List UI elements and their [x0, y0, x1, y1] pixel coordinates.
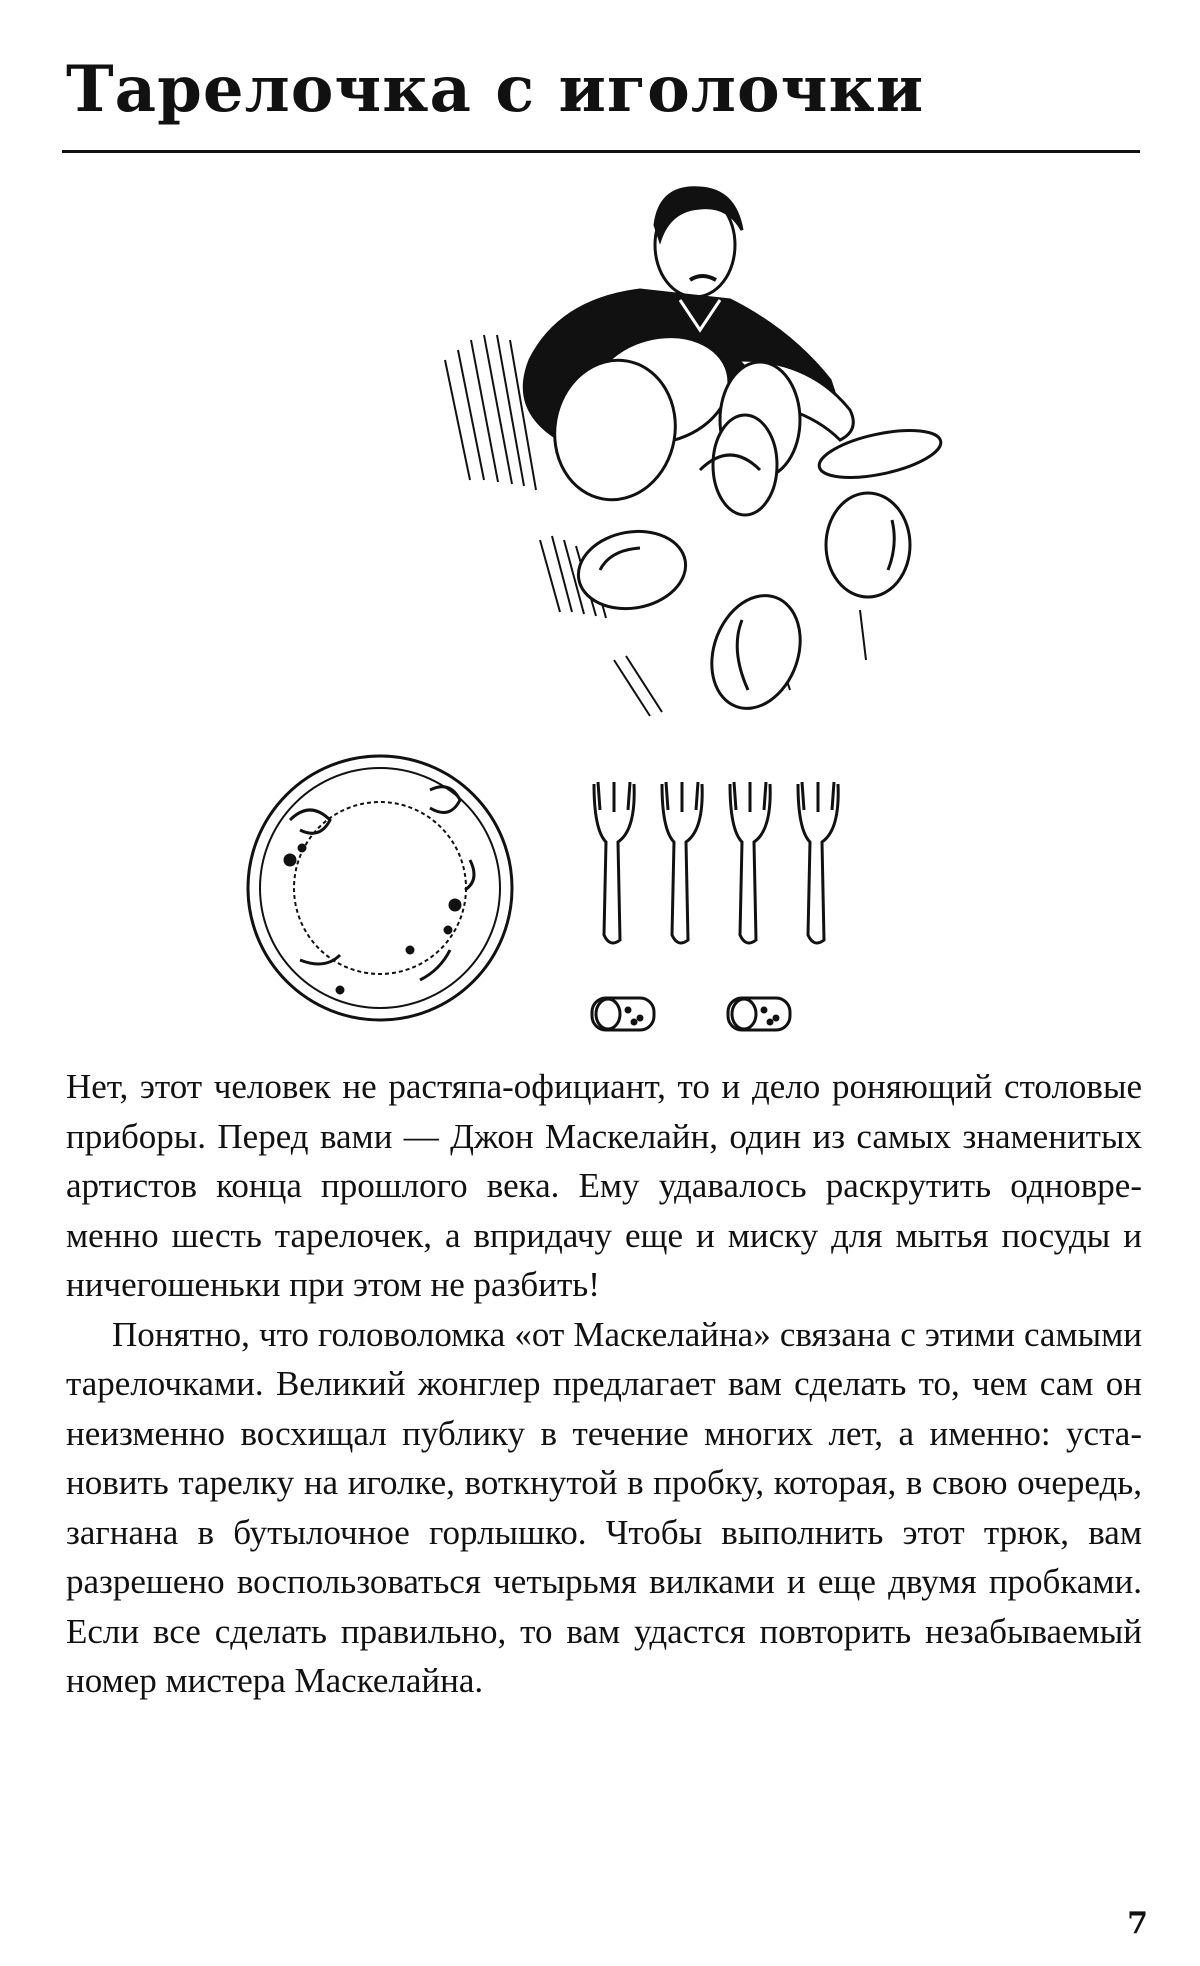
fork: [662, 782, 702, 943]
body-text: [66, 1062, 1142, 1706]
cork: [592, 998, 654, 1030]
page-number: 7: [1127, 1906, 1148, 1941]
fork: [730, 782, 770, 943]
page-title: Тарелочка с иголочки: [66, 52, 925, 127]
cork: [728, 998, 790, 1030]
fork: [798, 782, 838, 943]
decorated-plate: [248, 756, 512, 1020]
corks: [592, 998, 790, 1030]
paragraph-1: Нет, этот человек не растяпа-официант, то и дело роняющий столовые приборы. Перед вами — Джон Маскелайн, один из самых знаменитых артистов конца прошлого века. Ему удавалось раскрутить одновременно шесть тарелочек, а впридачу еще и миску для мытья посуды и ничегошеньки при этом не разбить!: [66, 1067, 1142, 1304]
fork: [594, 782, 634, 943]
forks: [594, 782, 838, 943]
juggler-illustration: [445, 188, 945, 721]
paragraph-2: Понятно, что головоломка «от Маскелайна» связана с этими самыми тарелочками. Великий жонглер предлагает вам сделать то, чем сам он неизменно восхищал публику в течение многих лет, а именно: установить тарелку на иголке, воткнутой в пробку, которая, в свою очередь, загнана в бутылочное горлышко. Чтобы выполнить этот трюк, вам разрешено воспользоваться четырьмя вилками и еще двумя пробками. Если все сделать правильно, то вам удастся повторить незабываемый номер мистера Маскелайна.: [66, 1314, 1142, 1700]
